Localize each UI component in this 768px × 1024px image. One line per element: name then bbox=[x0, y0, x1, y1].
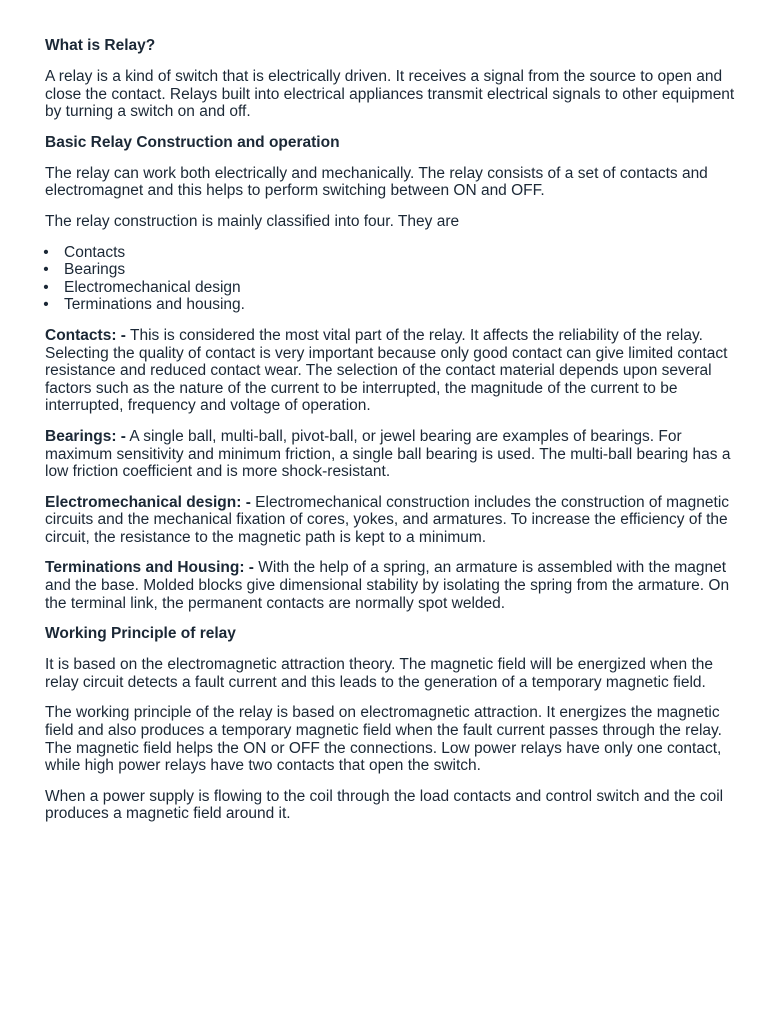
intro-paragraph: A relay is a kind of switch that is electrically driven. It receives a signal from the source to open and close the contact. Relays built into electrical appliances transmit electrical signals to other equipment by turning a switch on and off. bbox=[45, 68, 735, 121]
electromechanical-label: Electromechanical design: - bbox=[45, 493, 251, 511]
construction-heading: Basic Relay Construction and operation bbox=[45, 133, 340, 151]
terminations-text: With the help of a spring, an armature is assembled with the magnet and the base. Molded blocks give dimensional stability by isolating the spring from the armature. On the terminal link, the permanent contacts are normally spot welded. bbox=[45, 559, 730, 612]
bearings-text: A single ball, multi-ball, pivot-ball, or jewel bearing are examples of bearings. For maximum sensitivity and minimum friction, a single ball bearing is used. The multi-ball bearing has a low friction coefficient and is more shock-resistant. bbox=[45, 427, 731, 481]
document-page bbox=[45, 37, 735, 823]
working-heading: Working Principle of relay bbox=[45, 625, 236, 643]
construction-paragraph-1: The relay can work both electrically and mechanically. The relay consists of a set of contacts and electromagnet and this helps to perform switching between ON and OFF. bbox=[45, 164, 708, 200]
electromechanical-paragraph bbox=[45, 494, 735, 547]
contacts-paragraph bbox=[45, 327, 735, 415]
construction-list bbox=[45, 244, 735, 314]
contacts-label: Contacts: - bbox=[45, 326, 126, 344]
bearings-label: Bearings: - bbox=[45, 427, 126, 445]
list-item-text: Contacts bbox=[64, 243, 126, 261]
list-item-text: Terminations and housing. bbox=[64, 296, 245, 314]
list-item bbox=[45, 261, 735, 279]
bullet-icon: • bbox=[43, 243, 49, 261]
terminations-label: Terminations and Housing: - bbox=[45, 559, 254, 577]
list-item bbox=[45, 244, 735, 262]
bullet-icon: • bbox=[43, 278, 49, 296]
bullet-icon: • bbox=[43, 296, 49, 314]
working-paragraph-3: When a power supply is flowing to the coil through the load contacts and control switch and the coil produces a magnetic field around it. bbox=[45, 787, 724, 823]
bearings-paragraph bbox=[45, 428, 735, 481]
bullet-icon: • bbox=[43, 261, 49, 279]
construction-paragraph-2: The relay construction is mainly classified into four. They are bbox=[45, 212, 460, 230]
working-paragraph-2: The working principle of the relay is based on electromagnetic attraction. It energizes the magnetic field and also produces a temporary magnetic field when the fault current passes through the relay. The magnetic field helps the ON or OFF the connections. Low power relays have only one contact, while high power relays have two contacts that open the switch. bbox=[45, 704, 722, 775]
list-item-text: Electromechanical design bbox=[64, 278, 241, 296]
electromechanical-text: Electromechanical construction includes the construction of magnetic circuits and the mechanical fixation of cores, yokes, and armatures. To increase the efficiency of the circuit, the resistance to the magnetic path is kept to a minimum. bbox=[45, 493, 730, 546]
list-item-text: Bearings bbox=[64, 261, 126, 279]
terminations-paragraph bbox=[45, 559, 735, 612]
working-paragraph-1: It is based on the electromagnetic attraction theory. The magnetic field will be energized when the relay circuit detects a fault current and this leads to the generation of a temporary magnetic field. bbox=[45, 656, 714, 691]
page-title: What is Relay? bbox=[45, 37, 156, 54]
list-item bbox=[45, 296, 735, 314]
contacts-text: This is considered the most vital part of the relay. It affects the reliability of the relay. Selecting the quality of contact is very important because only good contact can give limited contact resistance and reduced contact wear. The selection of the contact material depends upon several factors such as the nature of the current to be interrupted, the magnitude of the current to be interrupted, frequency and voltage of operation. bbox=[45, 326, 728, 415]
list-item bbox=[45, 279, 735, 297]
